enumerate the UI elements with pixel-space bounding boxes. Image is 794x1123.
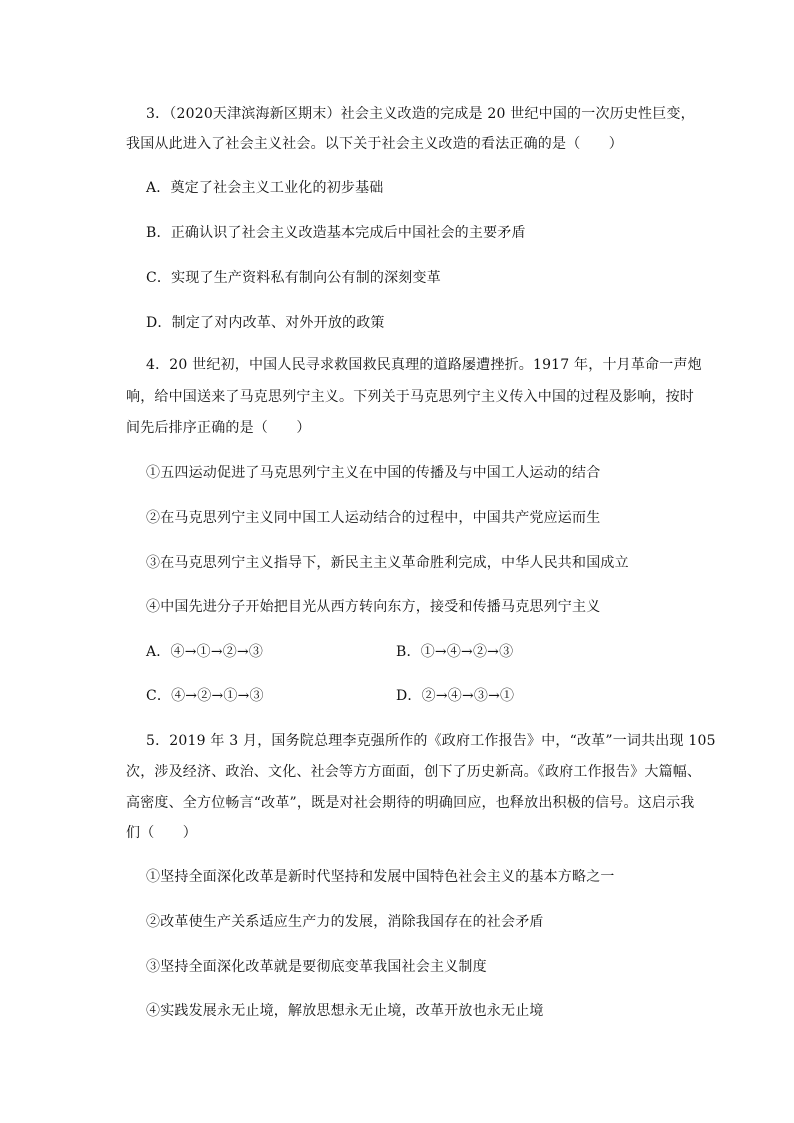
question-4-stem-line-1: 4．20 世纪初，中国人民寻求救国救民真理的道路屡遭挫折。1917 年，十月革命一声炮 — [146, 357, 702, 373]
question-5-stem-line-3: 高密度、全方位畅言“改革”，既是对社会期待的明确回应，也释放出积极的信号。这启示我 — [126, 795, 695, 811]
question-4-option-b[interactable]: B．①→④→②→③ — [396, 644, 514, 660]
question-3-option-a[interactable]: A．奠定了社会主义工业化的初步基础 — [146, 180, 384, 196]
question-4-item-2: ②在马克思列宁主义同中国工人运动结合的过程中，中国共产党应运而生 — [146, 510, 601, 526]
question-5-stem-line-2: 次，涉及经济、政治、文化、社会等方方面面，创下了历史新高。《政府工作报告》大篇幅、 — [126, 764, 702, 780]
question-4-item-1: ①五四运动促进了马克思列宁主义在中国的传播及与中国工人运动的结合 — [146, 465, 601, 481]
question-3-option-c[interactable]: C．实现了生产资料私有制向公有制的深刻变革 — [146, 270, 441, 286]
question-5-item-3: ③坚持全面深化改革就是要彻底变革我国社会主义制度 — [146, 959, 487, 975]
question-5-item-1: ①坚持全面深化改革是新时代坚持和发展中国特色社会主义的基本方略之一 — [146, 869, 615, 885]
question-3-option-b[interactable]: B．正确认识了社会主义改造基本完成后中国社会的主要矛盾 — [146, 225, 526, 241]
question-4-item-3: ③在马克思列宁主义指导下，新民主主义革命胜利完成，中华人民共和国成立 — [146, 555, 629, 571]
question-5-item-2: ②改革使生产关系适应生产力的发展，消除我国存在的社会矛盾 — [146, 914, 544, 930]
question-5-stem-line-1: 5．2019 年 3 月，国务院总理李克强所作的《政府工作报告》中，“改革”一词共出现 105 — [146, 733, 716, 749]
question-4-option-c[interactable]: C．④→②→①→③ — [146, 688, 264, 704]
question-3-stem-line-2: 我国从此进入了社会主义社会。以下关于社会主义改造的看法正确的是（ ） — [126, 136, 623, 152]
question-4-stem-line-3: 间先后排序正确的是（ ） — [126, 420, 311, 436]
question-5-stem-line-4: 们（ ） — [126, 825, 197, 841]
question-3-stem-line-1: 3．（2020天津滨海新区期末）社会主义改造的完成是 20 世纪中国的一次历史性巨变， — [146, 106, 695, 122]
question-4-option-a[interactable]: A．④→①→②→③ — [146, 644, 264, 660]
question-4-stem-line-2: 响，给中国送来了马克思列宁主义。下列关于马克思列宁主义传入中国的过程及影响，按时 — [126, 389, 694, 405]
question-5-item-4: ④实践发展永无止境，解放思想永无止境，改革开放也永无止境 — [146, 1003, 544, 1019]
question-3-option-d[interactable]: D．制定了对内改革、对外开放的政策 — [146, 315, 385, 331]
question-4-option-d[interactable]: D．②→④→③→① — [396, 688, 515, 704]
question-4-item-4: ④中国先进分子开始把目光从西方转向东方，接受和传播马克思列宁主义 — [146, 599, 601, 615]
